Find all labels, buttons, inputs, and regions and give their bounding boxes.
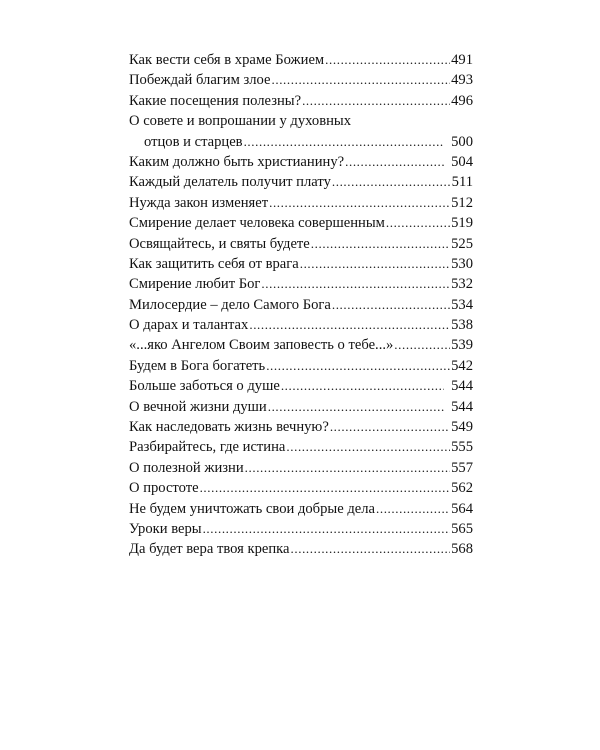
toc-leader-dots bbox=[394, 335, 450, 355]
toc-leader-dots bbox=[261, 274, 450, 294]
toc-entry-page: 568 bbox=[451, 541, 473, 558]
toc-leader-dots bbox=[332, 172, 451, 192]
toc-entry-page: 538 bbox=[451, 317, 473, 334]
toc-entry-page: 512 bbox=[451, 194, 473, 211]
toc-entry bbox=[129, 458, 473, 478]
toc-leader-dots bbox=[330, 417, 450, 437]
toc-entry-title-continued: отцов и старцев bbox=[144, 133, 243, 150]
toc-entry bbox=[129, 234, 473, 254]
toc-leader-dots bbox=[386, 213, 450, 233]
toc-entry-title: Как защитить себя от врага bbox=[129, 255, 299, 272]
table-of-contents bbox=[129, 50, 473, 560]
toc-entry-page: 534 bbox=[451, 296, 473, 313]
toc-entry-title: Да будет вера твоя крепка bbox=[129, 541, 290, 558]
toc-entry-page: 549 bbox=[451, 419, 473, 436]
toc-entry bbox=[129, 193, 473, 213]
toc-leader-dots bbox=[272, 70, 451, 90]
toc-entry-title: Милосердие – дело Самого Бога bbox=[129, 296, 331, 313]
toc-leader-dots bbox=[311, 234, 450, 254]
toc-entry-page: 491 bbox=[451, 52, 473, 68]
toc-entry-page: 500 bbox=[451, 133, 473, 150]
toc-leader-dots bbox=[286, 437, 450, 457]
toc-entry-page: 493 bbox=[451, 72, 473, 89]
toc-entry-page: 530 bbox=[451, 255, 473, 272]
toc-entry bbox=[129, 397, 473, 417]
toc-entry-page: 496 bbox=[451, 92, 473, 109]
toc-entry bbox=[129, 274, 473, 294]
toc-leader-dots bbox=[302, 91, 450, 111]
toc-leader-dots bbox=[200, 478, 451, 498]
toc-leader-dots bbox=[325, 50, 450, 70]
toc-entry-title: Смирение делает человека совершенным bbox=[129, 215, 385, 232]
toc-entry bbox=[129, 356, 473, 376]
toc-entry bbox=[129, 519, 473, 539]
toc-entry bbox=[129, 213, 473, 233]
toc-entry-page: 557 bbox=[451, 459, 473, 476]
toc-entry bbox=[129, 91, 473, 111]
toc-entry-title: Нужда закон изменяет bbox=[129, 194, 269, 211]
toc-entry-title: «...яко Ангелом Своим заповесть о тебе...» bbox=[129, 337, 394, 354]
toc-entry-title: Разбирайтесь, где истина bbox=[129, 439, 286, 456]
toc-entry-page: 532 bbox=[451, 276, 473, 293]
toc-entry-page: 504 bbox=[451, 153, 473, 170]
toc-entry bbox=[129, 539, 473, 559]
toc-leader-dots bbox=[332, 295, 450, 315]
toc-leader-dots bbox=[268, 397, 444, 417]
toc-entry bbox=[129, 499, 473, 519]
toc-entry-title: Уроки веры bbox=[129, 520, 202, 537]
toc-leader-dots bbox=[244, 132, 445, 152]
toc-entry-title: Какие посещения полезны? bbox=[129, 92, 302, 109]
toc-entry bbox=[129, 152, 473, 172]
toc-entry bbox=[129, 417, 473, 437]
toc-leader-dots bbox=[281, 376, 444, 396]
toc-entry bbox=[129, 376, 473, 396]
toc-leader-dots bbox=[345, 152, 444, 172]
toc-entry bbox=[129, 70, 473, 90]
toc-entry bbox=[129, 335, 473, 355]
toc-entry bbox=[129, 111, 473, 152]
toc-entry-page: 564 bbox=[451, 500, 473, 517]
toc-leader-dots bbox=[203, 519, 451, 539]
toc-entry-page: 542 bbox=[451, 357, 473, 374]
toc-entry-title: О дарах и талантах bbox=[129, 317, 249, 334]
toc-entry-title: О простоте bbox=[129, 480, 199, 497]
toc-entry bbox=[129, 315, 473, 335]
toc-entry-page: 555 bbox=[451, 439, 473, 456]
toc-entry-page: 525 bbox=[451, 235, 473, 252]
toc-leader-dots bbox=[249, 315, 450, 335]
toc-leader-dots bbox=[245, 458, 450, 478]
toc-entry-page: 544 bbox=[451, 378, 473, 395]
toc-entry-page: 544 bbox=[451, 398, 473, 415]
toc-entry bbox=[129, 478, 473, 498]
toc-entry-title: О вечной жизни души bbox=[129, 398, 267, 415]
toc-entry-page: 519 bbox=[451, 215, 473, 232]
toc-entry-page: 511 bbox=[451, 174, 473, 191]
toc-entry-title: Каждый делатель получит плату bbox=[129, 174, 331, 191]
toc-entry-title: Не будем уничтожать свои добрые дела bbox=[129, 500, 375, 517]
toc-entry-title: Будем в Бога богатеть bbox=[129, 357, 266, 374]
toc-entry-title: Смирение любит Бог bbox=[129, 276, 261, 293]
toc-leader-dots bbox=[266, 356, 450, 376]
toc-entry bbox=[129, 254, 473, 274]
toc-entry-title: Каким должно быть христианину? bbox=[129, 153, 345, 170]
toc-entry-title: О полезной жизни bbox=[129, 459, 244, 476]
toc-leader-dots bbox=[291, 539, 451, 559]
toc-entry bbox=[129, 50, 473, 70]
toc-leader-dots bbox=[269, 193, 450, 213]
toc-entry bbox=[129, 295, 473, 315]
toc-entry-title: Побеждай благим злое bbox=[129, 72, 271, 89]
toc-entry-title: Как вести себя в храме Божием bbox=[129, 52, 325, 68]
toc-leader-dots bbox=[376, 499, 450, 519]
toc-entry-title: Как наследовать жизнь вечную? bbox=[129, 419, 329, 436]
toc-entry-title: О совете и вопрошании у духовных bbox=[129, 113, 351, 130]
toc-entry bbox=[129, 437, 473, 457]
toc-entry-page: 539 bbox=[451, 337, 473, 354]
toc-leader-dots bbox=[300, 254, 450, 274]
toc-entry bbox=[129, 172, 473, 192]
toc-entry-title: Освящайтесь, и святы будете bbox=[129, 235, 310, 252]
toc-entry-page: 562 bbox=[451, 480, 473, 497]
toc-entry-title: Больше заботься о душе bbox=[129, 378, 280, 395]
toc-entry-page: 565 bbox=[451, 520, 473, 537]
